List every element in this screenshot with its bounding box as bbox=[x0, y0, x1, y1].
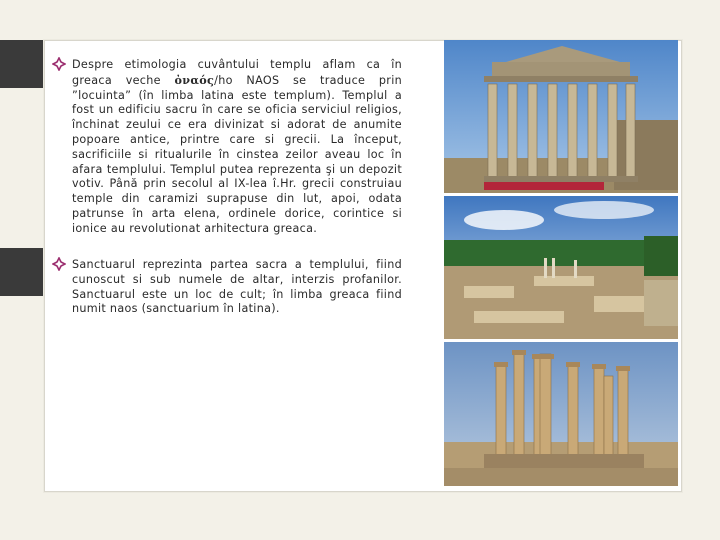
sanctuary-paragraph: Sanctuarul reprezinta partea sacra a templului, fiind cunoscut si sub numele de altar, interzis profanilor. Sanctuarul este un loc de cult; în limba greaca fiind numit naos (sanctuarium în latina). bbox=[72, 258, 402, 316]
columns-photo-3 bbox=[444, 342, 678, 486]
diamond-bullet-icon bbox=[52, 257, 66, 271]
etymology-paragraph bbox=[72, 58, 402, 237]
paragraph1-text-end: /ho NAOS se traduce prin ”locuinta” (în limba latina este templum). Templul a fost un edificiu sacru în care se oficia serviciul religios, închinat zeului ce era divinizat si adorat de anumite popoare antice, printre care si grecii. La început, sacrificiile si ritualurile în cinstea zeilor aveau loc în afara templului. Templul putea reprezenta şi un depozit votiv. Până prin secolul al IX-lea î.Hr. grecii construiau temple din caramizi suprapuse din lut, apoi, odata patrunse în arta elena, ordinele dorice, corintice si ionice au revolutionat arhitectura greaca. bbox=[72, 73, 402, 235]
greek-word: ὀναός bbox=[174, 72, 215, 87]
ancient-site-photo-2 bbox=[444, 196, 678, 339]
diamond-bullet-icon bbox=[52, 57, 66, 71]
temple-ruins-photo-1 bbox=[444, 40, 678, 193]
paragraph1-text-start: Despre etimologia cuvântului templu aflam ca în greaca veche bbox=[72, 58, 402, 87]
